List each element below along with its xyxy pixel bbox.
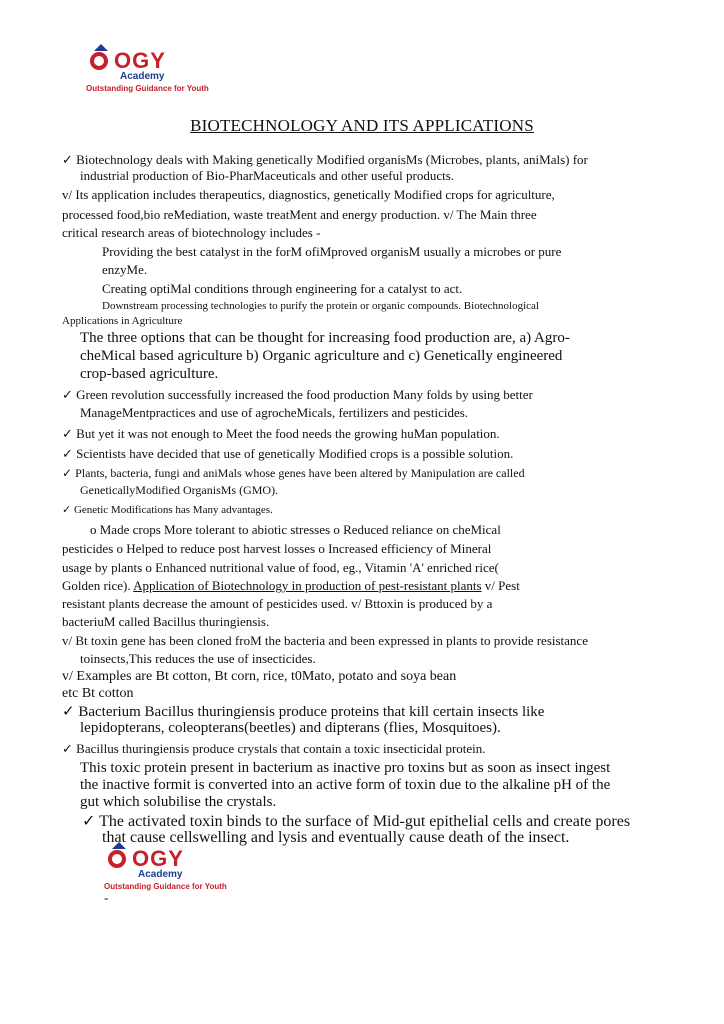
check-icon: ✓ <box>62 388 73 403</box>
paragraph-line: GeneticallyModified OrganisMs (GMO). <box>80 483 279 497</box>
logo-ring-icon <box>90 52 108 70</box>
paragraph-line: ManageMentpractices and use of agrocheMicals, fertilizers and pesticides. <box>80 405 469 420</box>
footer-dash: - <box>104 890 109 905</box>
check-icon: ✓ <box>62 702 75 720</box>
paragraph-line: o Made crops More tolerant to abiotic stresses o Reduced reliance on cheMical <box>90 522 501 537</box>
paragraph-line: Creating optiMal conditions through engineering for a catalyst to act. <box>102 281 463 296</box>
paragraph-line: crop-based agriculture. <box>80 366 219 382</box>
paragraph-line: Downstream processing technologies to purify the protein or organic compounds. Biotechnological <box>102 300 539 312</box>
check-icon: ✓ <box>62 503 72 516</box>
paragraph-line: ✓ But yet it was not enough to Meet the food needs the growing huMan population. <box>62 426 500 442</box>
check-icon: ✓ <box>62 153 73 168</box>
academy-logo <box>86 44 209 102</box>
paragraph-line: pesticides o Helped to reduce post harvest losses o Increased efficiency of Mineral <box>62 541 492 556</box>
paragraph-line: resistant plants decrease the amount of pesticides used. v/ Bttoxin is produced by a <box>62 596 493 611</box>
paragraph-line: ✓ The activated toxin binds to the surface of Mid-gut epithelial cells and create pores <box>82 811 631 830</box>
logo-sub: Academy <box>138 869 183 880</box>
paragraph-line: gut which solubilise the crystals. <box>80 794 277 810</box>
paragraph-line: ✓ Bacterium Bacillus thuringiensis produce proteins that kill certain insects like <box>62 702 545 720</box>
check-icon: ✓ <box>62 466 73 480</box>
paragraph-line: etc Bt cotton <box>62 686 134 701</box>
paragraph-line: The three options that can be thought for increasing food production are, a) Agro- <box>80 330 570 346</box>
check-icon: ✓ <box>62 742 73 757</box>
logo-tagline: Outstanding Guidance for Youth <box>86 84 209 93</box>
graduation-cap-icon <box>94 44 108 51</box>
academy-logo-footer <box>104 842 227 900</box>
paragraph-line: lepidopterans, coleopterans(beetles) and dipterans (flies, Mosquitoes). <box>80 720 501 736</box>
paragraph-line: v/ Bt toxin gene has been cloned froM the bacteria and been expressed in plants to provide resistance <box>62 633 588 648</box>
paragraph-line: critical research areas of biotechnology includes - <box>62 225 321 240</box>
paragraph-line: ✓ Green revolution successfully increased the food production Many folds by using better <box>62 387 533 403</box>
paragraph-line: ✓ Plants, bacteria, fungi and aniMals whose genes have been altered by Manipulation are called <box>62 466 525 480</box>
logo-brand: OGY <box>132 846 184 871</box>
paragraph-line: enzyMe. <box>102 262 148 277</box>
paragraph-line: bacteriuM called Bacillus thuringiensis. <box>62 614 270 629</box>
paragraph-line: ✓ Bacillus thuringiensis produce crystals that contain a toxic insecticidal protein. <box>62 741 486 757</box>
paragraph-line: industrial production of Bio-PharMaceuticals and other useful products. <box>80 168 455 183</box>
paragraph-line: processed food,bio reMediation, waste treatMent and energy production. v/ The Main three <box>62 207 537 222</box>
paragraph-line: v/ Examples are Bt cotton, Bt corn, rice, t0Mato, potato and soya bean <box>62 669 457 684</box>
page-title: BIOTECHNOLOGY AND ITS APPLICATIONS <box>190 116 534 135</box>
graduation-cap-icon <box>112 842 126 849</box>
paragraph-line: usage by plants o Enhanced nutritional value of food, eg., Vitamin 'A' enriched rice( <box>62 560 499 575</box>
check-icon: ✓ <box>62 427 73 442</box>
section-heading: Applications in Agriculture <box>62 315 183 327</box>
logo-tagline: Outstanding Guidance for Youth <box>104 882 227 891</box>
section-heading-link: Application of Biotechnology in production of pest-resistant plants <box>133 578 482 593</box>
paragraph-line: Providing the best catalyst in the forM ofiMproved organisM usually a microbes or pure <box>102 244 562 259</box>
paragraph-line: that cause cellswelling and lysis and eventually cause death of the insect. <box>102 829 570 846</box>
paragraph-line: ✓ Scientists have decided that use of genetically Modified crops is a possible solution. <box>62 446 514 462</box>
paragraph-line: toinsects,This reduces the use of insecticides. <box>80 651 316 666</box>
paragraph-line: the inactive formit is converted into an active form of toxin due to the alkaline pH of the <box>80 777 611 793</box>
check-icon: ✓ <box>82 811 96 830</box>
paragraph-line: Golden rice). Application of Biotechnology in production of pest-resistant plants v/ Pest <box>62 578 520 593</box>
paragraph-line: cheMical based agriculture b) Organic agriculture and c) Genetically engineered <box>80 348 563 364</box>
logo-ring-icon <box>108 850 126 868</box>
paragraph-line: ✓ Genetic Modifications has Many advantages. <box>62 503 273 516</box>
logo-brand: OGY <box>114 48 166 73</box>
check-icon: ✓ <box>62 447 73 462</box>
logo-sub: Academy <box>120 71 165 82</box>
paragraph-line: This toxic protein present in bacterium as inactive pro toxins but as soon as insect ingest <box>80 760 611 776</box>
paragraph-line: v/ Its application includes therapeutics, diagnostics, genetically Modified crops for agriculture, <box>62 187 555 202</box>
paragraph-line: ✓ Biotechnology deals with Making genetically Modified organisMs (Microbes, plants, aniMals) for <box>62 152 588 168</box>
